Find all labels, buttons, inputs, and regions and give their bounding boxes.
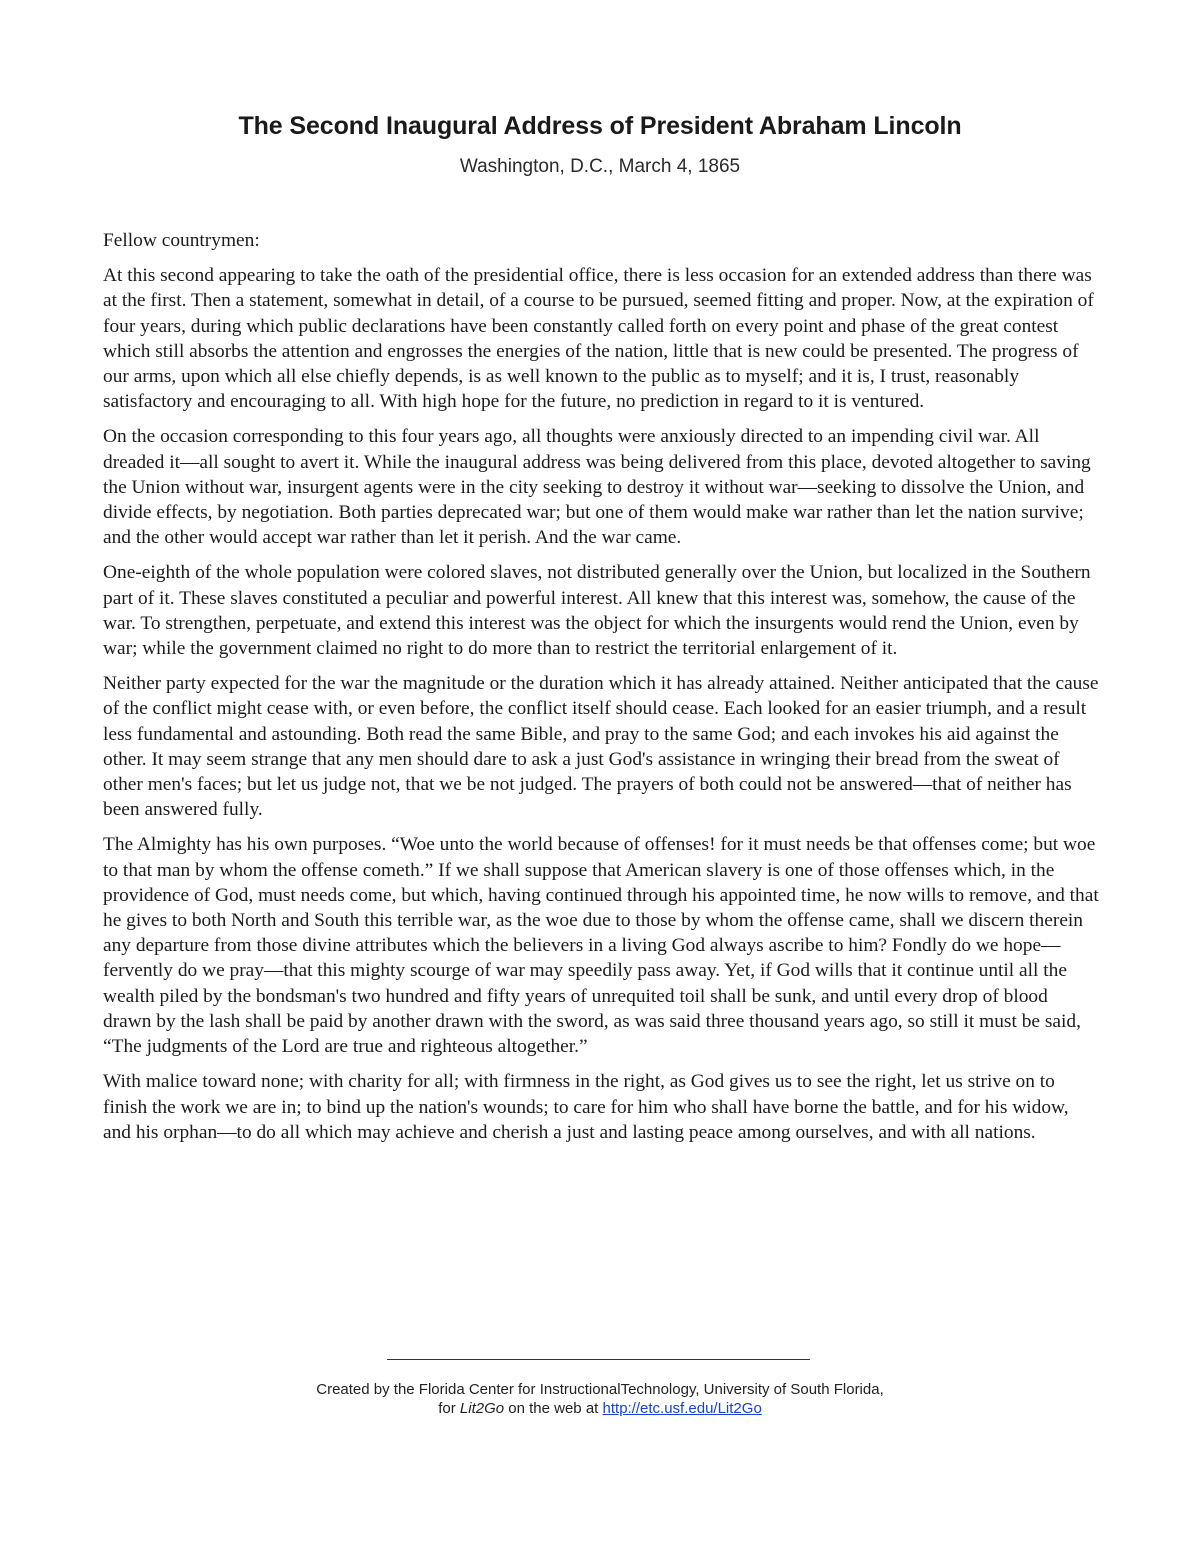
footer-web-line [0, 1400, 1200, 1417]
paragraph-2: On the occasion corresponding to this four years ago, all thoughts were anxiously directed to an impending civil war. All dreaded it—all sought to avert it. While the inaugural address was being delivered from this place, devoted altogether to saving the Union without war, insurgent agents were in the city seeking to destroy it without war—seeking to dissolve the Union, and divide effects, by negotiation. Both parties deprecated war; but one of them would make war rather than let the nation survive; and the other would accept war rather than let it perish. And the war came. [103, 426, 1091, 549]
paragraph-5: The Almighty has his own purposes. “Woe unto the world because of offenses! for it must needs be that offenses come; but woe to that man by whom the offense cometh.” If we shall suppose that American slavery is one of those offenses which, in the providence of God, must needs come, but which, having continued through his appointed time, he now wills to remove, and that he gives to both North and South this terrible war, as the woe due to those by whom the offense came, shall we discern therein any departure from those divine attributes which the believers in a living God always ascribe to him? Fondly do we hope—fervently do we pray—that this mighty scourge of war may speedily pass away. Yet, if God wills that it continue until all the wealth piled by the bondsman's two hundred and fifty years of unrequited toil shall be sunk, and until every drop of blood drawn by the lash shall be paid by another drawn with the sword, as was said three thousand years ago, so still it must be said, “The judgments of the Lord are true and righteous altogether.” [103, 834, 1099, 1058]
footer-prefix: for [438, 1400, 456, 1417]
salutation: Fellow countrymen: [103, 230, 260, 251]
footer-brand: Lit2Go [459, 1400, 505, 1417]
paragraph-4: Neither party expected for the war the magnitude or the duration which it has already attained. Neither anticipated that the cause of the conflict might cease with, or even before, the conflict itself should cease. Each looked for an easier triumph, and a result less fundamental and astounding. Both read the same Bible, and pray to the same God; and each invokes his aid against the other. It may seem strange that any men should dare to ask a just God's assistance in wringing their bread from the sweat of other men's faces; but let us judge not, that we be not judged. The prayers of both could not be answered—that of neither has been answered fully. [103, 673, 1099, 821]
paragraph-6: With malice toward none; with charity for all; with firmness in the right, as God gives us to see the right, let us strive on to finish the work we are in; to bind up the nation's wounds; to care for him who shall have borne the battle, and for his widow, and his orphan—to do all which may achieve and cherish a just and lasting peace among ourselves, and with all nations. [103, 1071, 1069, 1143]
footer-link[interactable]: http://etc.usf.edu/Lit2Go [602, 1400, 762, 1417]
paragraph-3: One-eighth of the whole population were colored slaves, not distributed generally over the Union, but localized in the Southern part of it. These slaves constituted a peculiar and powerful interest. All knew that this interest was, somehow, the cause of the war. To strengthen, perpetuate, and extend this interest was the object for which the insurgents would rend the Union, even by war; while the government claimed no right to do more than to restrict the territorial enlargement of it. [103, 562, 1091, 660]
document-title: The Second Inaugural Address of President Abraham Lincoln [238, 112, 962, 140]
footer-credit: Created by the Florida Center for InstructionalTechnology, University of South Florida, [316, 1381, 884, 1398]
paragraph-1: At this second appearing to take the oath of the presidential office, there is less occasion for an extended address than there was at the first. Then a statement, somewhat in detail, of a course to be pursued, seemed fitting and proper. Now, at the expiration of four years, during which public declarations have been constantly called forth on every point and phase of the great contest which still absorbs the attention and engrosses the energies of the nation, little that is new could be presented. The progress of our arms, upon which all else chiefly depends, is as well known to the public as to myself; and it is, I trust, reasonably satisfactory and encouraging to all. With high hope for the future, no prediction in regard to it is ventured. [103, 265, 1094, 413]
footer-middle: on the web at [508, 1400, 599, 1417]
document-subtitle: Washington, D.C., March 4, 1865 [459, 156, 741, 177]
document-body [103, 228, 1099, 1155]
footer-divider [387, 1359, 810, 1360]
